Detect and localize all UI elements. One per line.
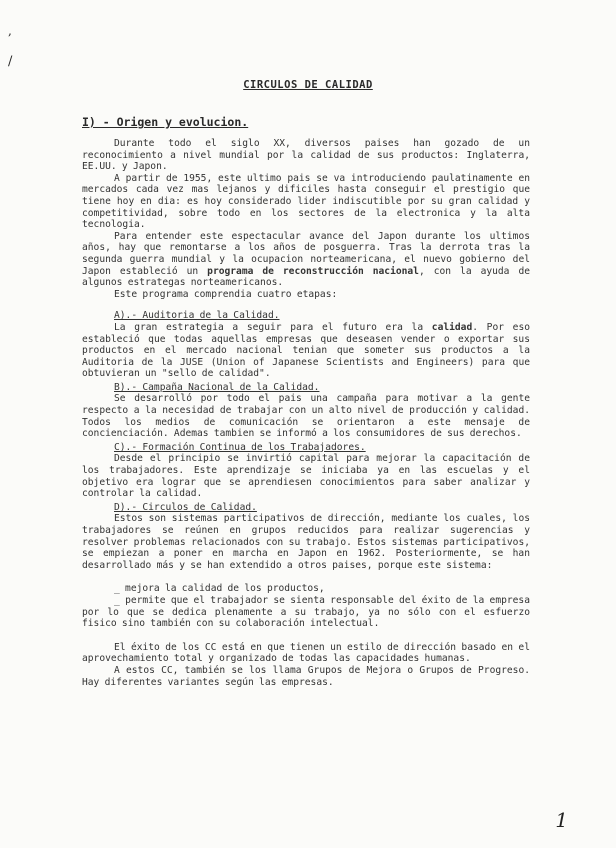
section-heading: I) - Origen y evolucion. — [82, 115, 249, 129]
margin-mark-top: , — [8, 24, 12, 38]
document-title: CIRCULOS DE CALIDAD — [243, 79, 373, 91]
paragraph-japan: A partir de 1955, este ultimo pais se va introduciendo paulatinamente en mercados cada vez mas lejanos y dificiles hasta conseguir el prestigio que tiene hoy en dia: es hoy considerado lider indiscutible por su gran calidad y competitividad, sobre todo en los sectores de la electronica y la alta tecnologia. — [82, 172, 530, 231]
stage-d-heading: D).- Circulos de Calidad. — [114, 501, 257, 513]
stage-c-heading: C).- Formación Continua de los Trabajadores. — [114, 441, 366, 453]
paragraph-intro: Durante todo el siglo XX, diversos paises han gozado de un reconocimiento a nivel mundial por la calidad de sus productos: Inglaterra, EE.UU. y Japon. — [82, 138, 530, 173]
page-number: 1 — [555, 808, 568, 832]
paragraph-postwar: Para entender este espectacular avance del Japon durante los ultimos años, hay que remontarse a los años de posguerra. Tras la derrota tras la segunda guerra mundial y la ocupacion norteamericana, el nuevo gobierno del Japon estableció un programa de reconstrucción nacional, con la ayuda de algunos estrategas norteamericanos. — [82, 230, 530, 289]
stage-a-text: La gran estrategia a seguir para el futuro era la calidad. Por eso estableció que todas aquellas empresas que deseasen vender o exportar sus productos en el mercado nacional tenian que someter sus productos a la Auditoria de la JUSE (Union of Japanese Scientists and Engineers) para que obtuvieran un "sello de calidad". — [82, 321, 531, 380]
stage-c-text: Desde el principio se invirtió capital para mejorar la capacitación de los trabajadores. Este aprendizaje se iniciaba ya en las escuelas y el objetivo era lograr que se aprendiesen conocimientos para saber analizar y controlar la calidad. — [82, 453, 530, 500]
paragraph-names: A estos CC, también se los llama Grupos de Mejora o Grupos de Progreso. Hay diferentes variantes según las empresas. — [82, 664, 530, 688]
highlight-program: programa de reconstrucción nacional — [207, 265, 419, 277]
list-item: _ permite que el trabajador se sienta responsable del éxito de la empresa por lo que se dedica plenamente a su trabajo, ya no sólo con el esfuerzo fisico sino también con su colaboración intelectual. — [82, 594, 530, 630]
highlight-calidad: calidad — [431, 321, 473, 333]
benefits-list — [82, 583, 530, 629]
list-item: _ mejora la calidad de los productos, — [114, 583, 325, 595]
document-body — [82, 138, 530, 688]
paragraph-success: El éxito de los CC está en que tienen un estilo de dirección basado en el aprovechamiento total y organizado de todas las capacidades humanas. — [82, 641, 530, 665]
stage-b-text: Se desarrolló por todo el pais una campaña para motivar a la gente respecto a la necesidad de trabajar con un alto nivel de producción y calidad. Todos los medios de comunicación se orientaron a este mensaje de concienciación. Ademas tambien se informó a los consumidores de sus derechos. — [82, 393, 530, 440]
margin-mark-left: / — [8, 54, 13, 69]
stage-b-heading: B).- Campaña Nacional de la Calidad. — [114, 381, 320, 393]
stage-d-text: Estos son sistemas participativos de dirección, mediante los cuales, los trabajadores se reúnen en grupos reducidos para realizar sugerencias y resolver problemas relacionados con su trabajo. Estos sistemas participativos, se empiezan a poner en marcha en Japon en 1962. Posteriormente, se han desarrollado más y se han extendido a otros paises, porque este sistema: — [82, 513, 530, 571]
paragraph-stages-intro: Este programa comprendia cuatro etapas: — [114, 288, 338, 300]
stage-a-heading: A).- Auditoria de la Calidad. — [114, 310, 280, 322]
